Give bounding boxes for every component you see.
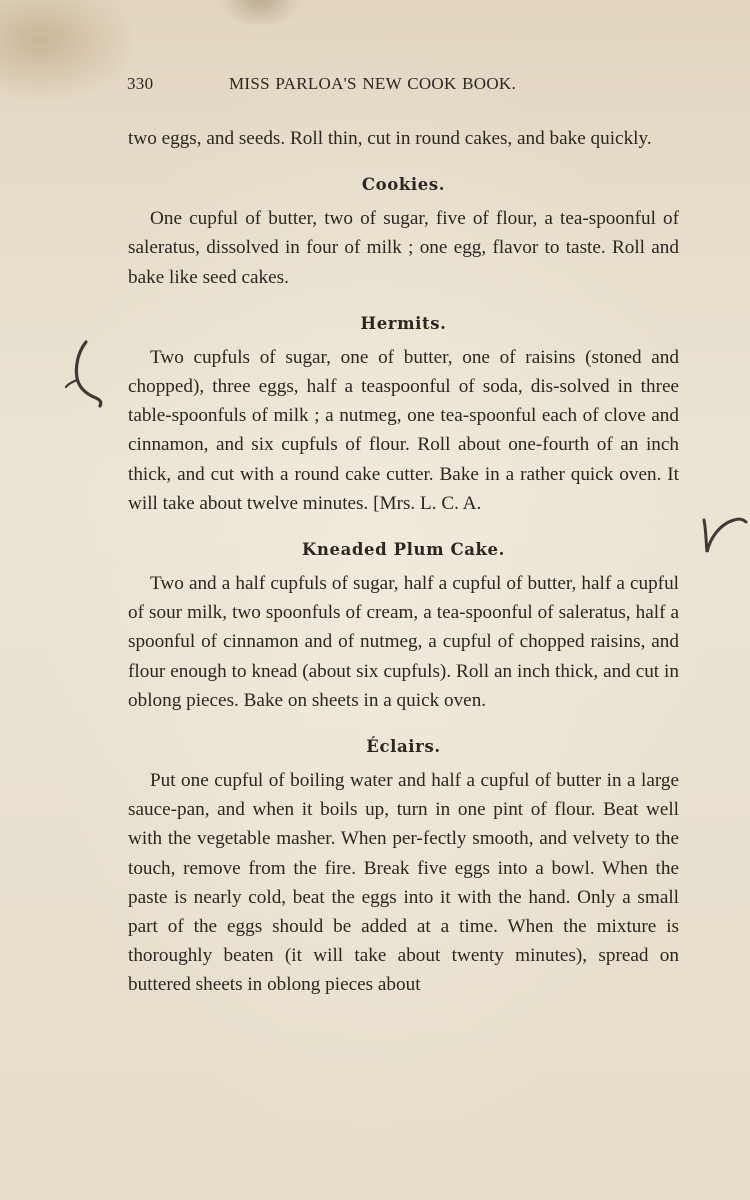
- recipe-body: Two cupfuls of sugar, one of butter, one of raisins (stoned and chopped), three eggs, half a teaspoonful of soda, dis-solved in three table-spoonfuls of milk ; a nutmeg, one tea-spoonful each of clove and cinnamon, and six cupfuls of flour. Roll about one-fourth of an inch thick, and cut with a round cake cutter. Bake in a rather quick oven. It will take about twelve minutes. [Mrs. L. C. A.: [128, 346, 679, 514]
- book-title: MISS PARLOA'S NEW COOK BOOK.: [229, 74, 517, 93]
- recipe-body: Put one cupful of boiling water and half a cupful of butter in a large sauce-pan, and when it boils up, turn in one pint of flour. Beat well with the vegetable masher. When per-fectly smooth, and velvety to the touch, remove from the fire. Break five eggs into a bowl. When the paste is nearly cold, beat the eggs into it with the hand. Only a small part of the eggs should be added at a time. When the mixture is thoroughly beaten (it will take about twenty minutes), spread on buttered sheets in oblong pieces about: [128, 770, 679, 996]
- recipe-body: One cupful of butter, two of sugar, five of flour, a tea-spoonful of saleratus, dissolved in four of milk ; one egg, flavor to taste. Roll and bake like seed cakes.: [128, 208, 679, 288]
- recipe-heading: Éclairs.: [366, 737, 441, 757]
- pencil-check-mark-right: [694, 510, 750, 558]
- recipe-heading: Kneaded Plum Cake.: [301, 540, 505, 560]
- recipe-heading: Hermits.: [360, 313, 447, 333]
- running-head: [127, 74, 582, 104]
- recipe-heading: Cookies.: [361, 175, 446, 195]
- pencil-check-mark-left: [62, 336, 110, 412]
- page-number: 330: [127, 74, 154, 93]
- continuation-paragraph: two eggs, and seeds. Roll thin, cut in round cakes, and bake quickly.: [128, 128, 652, 149]
- page-text: [128, 124, 679, 1000]
- recipe-body: Two and a half cupfuls of sugar, half a cupful of butter, half a cupful of sour milk, two spoonfuls of cream, a tea-spoonful of saleratus, half a spoonful of cinnamon and of nutmeg, a cupful of chopped raisins, and flour enough to knead (about six cupfuls). Roll an inch thick, and cut in oblong pieces. Bake on sheets in a quick oven.: [128, 573, 679, 711]
